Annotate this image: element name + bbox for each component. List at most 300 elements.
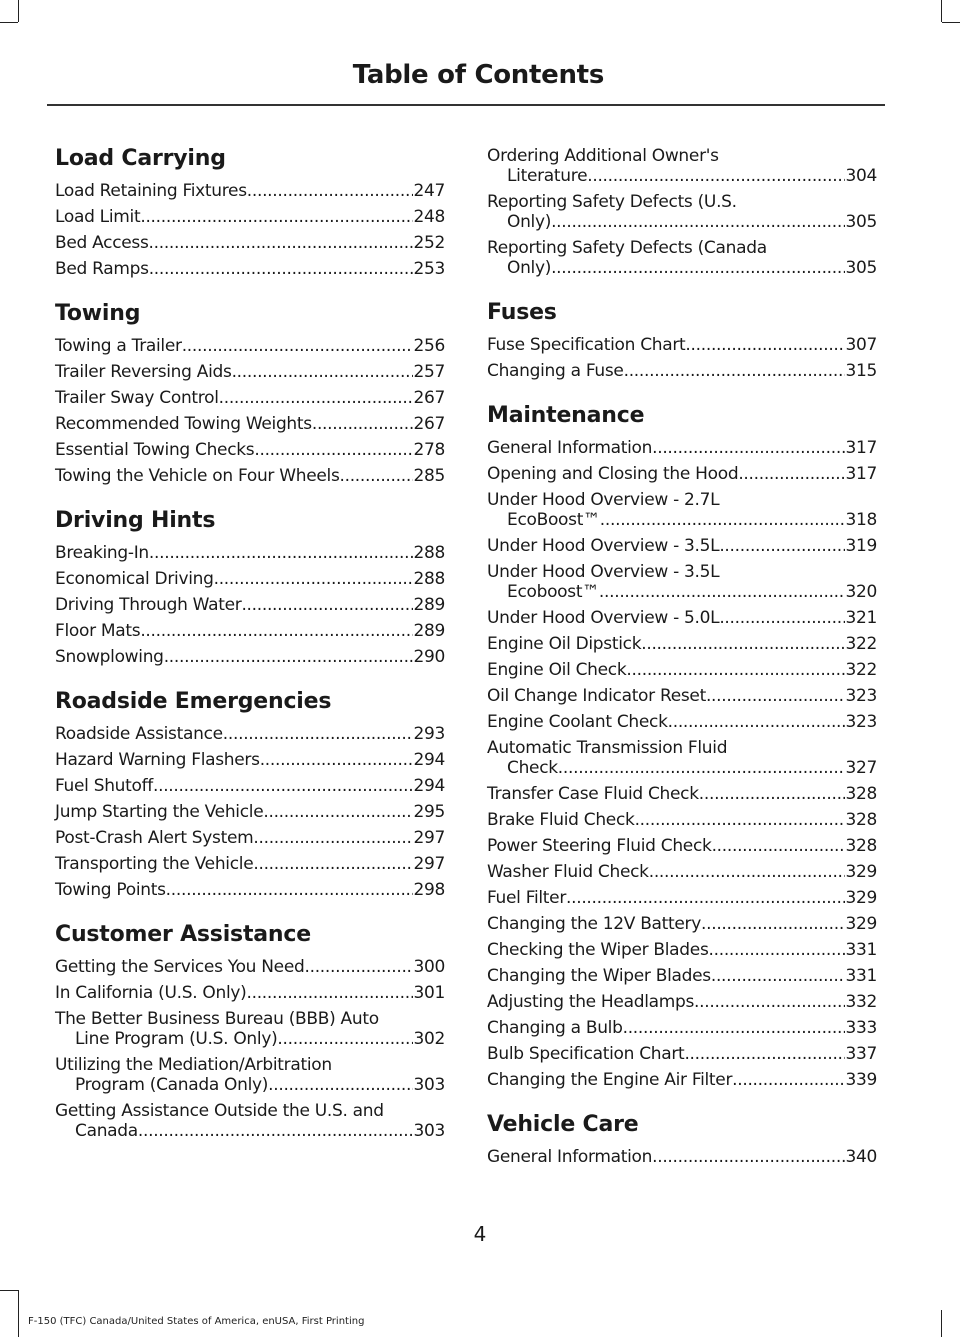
dot-leader xyxy=(304,957,413,977)
toc-entry-line xyxy=(55,388,413,408)
toc-entry[interactable] xyxy=(487,608,877,628)
toc-entry-text: Towing a Trailer xyxy=(55,336,182,356)
toc-entry[interactable] xyxy=(55,1009,445,1049)
toc-entry-text: Oil Change Indicator Reset xyxy=(487,686,706,706)
toc-entry[interactable] xyxy=(55,647,445,667)
toc-entry-title xyxy=(487,1070,845,1090)
toc-entry-page: 247 xyxy=(413,181,445,201)
toc-entry[interactable] xyxy=(55,233,445,253)
toc-entry-text-continued: Only) xyxy=(507,258,552,278)
toc-entry-page: 267 xyxy=(413,388,445,408)
dot-leader xyxy=(641,634,845,654)
toc-entry-line xyxy=(55,880,413,900)
dot-leader xyxy=(712,836,846,856)
toc-entry-line xyxy=(487,1018,845,1038)
toc-section xyxy=(55,508,445,667)
toc-entry-line xyxy=(487,361,845,381)
toc-entry-text: Reporting Safety Defects (Canada xyxy=(487,238,767,258)
toc-entry-page: 302 xyxy=(413,1029,445,1049)
toc-entry-line xyxy=(487,1147,845,1167)
toc-entry-text: Essential Towing Checks xyxy=(55,440,255,460)
toc-entry-text: Trailer Sway Control xyxy=(55,388,219,408)
toc-entry-text: Ordering Additional Owner's xyxy=(487,146,719,166)
toc-entry[interactable] xyxy=(487,361,877,381)
toc-entry-page: 319 xyxy=(845,536,877,556)
dot-leader xyxy=(140,207,413,227)
toc-section xyxy=(55,922,445,1141)
toc-entry-line xyxy=(487,686,845,706)
toc-entry[interactable] xyxy=(487,940,877,960)
toc-entry-page: 329 xyxy=(845,862,877,882)
toc-entry[interactable] xyxy=(487,784,877,804)
toc-entry-title xyxy=(487,490,845,530)
toc-entry-page: 300 xyxy=(413,957,445,977)
toc-entry-title xyxy=(487,562,845,602)
toc-entry-line xyxy=(487,992,845,1012)
dot-leader xyxy=(732,1070,845,1090)
toc-entry[interactable] xyxy=(487,238,877,278)
toc-entry-line xyxy=(55,776,413,796)
dot-leader xyxy=(246,983,413,1003)
toc-entry-title xyxy=(487,1018,845,1038)
dot-leader xyxy=(558,758,846,778)
toc-entry-text: Bed Ramps xyxy=(55,259,149,279)
toc-entry-continuation xyxy=(55,1075,413,1095)
crop-mark xyxy=(0,22,18,23)
toc-entry-continuation xyxy=(487,258,845,278)
toc-entry-text: Checking the Wiper Blades xyxy=(487,940,709,960)
toc-entry-title xyxy=(55,414,413,434)
toc-entry-text: Engine Oil Check xyxy=(487,660,627,680)
toc-entry-line xyxy=(55,336,413,356)
dot-leader xyxy=(138,1121,414,1141)
toc-entry-text: Washer Fluid Check xyxy=(487,862,649,882)
toc-entry-line xyxy=(487,634,845,654)
toc-entry-title xyxy=(55,776,413,796)
toc-entry-text: Changing a Bulb xyxy=(487,1018,623,1038)
toc-entry[interactable] xyxy=(55,440,445,460)
toc-entry-continuation xyxy=(487,582,845,602)
toc-entry-line xyxy=(55,621,413,641)
dot-leader xyxy=(149,543,414,563)
dot-leader xyxy=(551,212,845,232)
toc-entry-text: Load Retaining Fixtures xyxy=(55,181,247,201)
toc-entry-page: 267 xyxy=(413,414,445,434)
toc-entry[interactable] xyxy=(487,192,877,232)
toc-entry-continuation xyxy=(487,166,845,186)
toc-entry-line xyxy=(55,854,413,874)
dot-leader xyxy=(719,536,845,556)
toc-entry-title xyxy=(487,634,845,654)
dot-leader xyxy=(232,362,414,382)
toc-entry-text: Transfer Case Fluid Check xyxy=(487,784,699,804)
dot-leader xyxy=(254,440,413,460)
toc-entry-title xyxy=(487,686,845,706)
toc-entry-title xyxy=(55,543,413,563)
toc-entry-title xyxy=(55,233,413,253)
toc-entry-line xyxy=(487,608,845,628)
section-title: Maintenance xyxy=(487,403,645,428)
toc-entry-text: Changing the Wiper Blades xyxy=(487,966,711,986)
section-title: Customer Assistance xyxy=(55,922,311,947)
toc-entry-page: 320 xyxy=(845,582,877,602)
toc-entry-title xyxy=(487,361,845,381)
toc-entry-continuation xyxy=(487,510,845,530)
toc-entry-page: 248 xyxy=(413,207,445,227)
toc-entry-page: 323 xyxy=(845,712,877,732)
toc-column-right xyxy=(487,146,877,1173)
toc-entry-title xyxy=(487,784,845,804)
toc-entry-text: Bed Access xyxy=(55,233,149,253)
toc-entry[interactable] xyxy=(487,992,877,1012)
toc-entry-continuation xyxy=(55,1029,413,1049)
dot-leader xyxy=(263,802,413,822)
toc-entry-text: Under Hood Overview - 3.5L xyxy=(487,536,720,556)
toc-entry-text-continued: Canada xyxy=(75,1121,138,1141)
toc-entry-title xyxy=(55,802,413,822)
toc-entry-line xyxy=(55,207,413,227)
toc-entry-page: 305 xyxy=(845,212,877,232)
toc-entry-line xyxy=(55,543,413,563)
dot-leader xyxy=(719,608,845,628)
toc-entry-title xyxy=(487,1147,845,1167)
toc-entry-title xyxy=(487,238,845,278)
toc-section xyxy=(487,1112,877,1167)
toc-entry-title xyxy=(487,608,845,628)
toc-entry-text-continued: Line Program (U.S. Only) xyxy=(75,1029,278,1049)
toc-entry-page: 339 xyxy=(845,1070,877,1090)
toc-entry-page: 288 xyxy=(413,543,445,563)
toc-entry[interactable] xyxy=(487,966,877,986)
toc-entry-line xyxy=(487,660,845,680)
toc-entry-line xyxy=(55,957,413,977)
toc-entry-title xyxy=(487,660,845,680)
dot-leader xyxy=(699,784,846,804)
toc-entry-title xyxy=(55,466,413,486)
toc-entry[interactable] xyxy=(55,828,445,848)
toc-entry-line xyxy=(55,233,413,253)
toc-entry-page: 290 xyxy=(413,647,445,667)
dot-leader xyxy=(694,992,845,1012)
toc-entry[interactable] xyxy=(55,776,445,796)
toc-entry-text: Under Hood Overview - 2.7L xyxy=(487,490,720,510)
dot-leader xyxy=(253,854,413,874)
dot-leader xyxy=(652,438,845,458)
toc-entry-page: 289 xyxy=(413,595,445,615)
toc-entry[interactable] xyxy=(55,983,445,1003)
toc-entry-page: 317 xyxy=(845,464,877,484)
toc-entry[interactable] xyxy=(55,854,445,874)
toc-entry-page: 303 xyxy=(413,1075,445,1095)
toc-entry-line xyxy=(55,828,413,848)
dot-leader xyxy=(599,582,846,602)
toc-entry[interactable] xyxy=(55,414,445,434)
toc-entry-title xyxy=(55,621,413,641)
toc-entry-text: Fuel Shutoff xyxy=(55,776,153,796)
toc-entry-page: 257 xyxy=(413,362,445,382)
toc-section xyxy=(487,300,877,381)
dot-leader xyxy=(166,880,414,900)
toc-entry-text: Fuse Specification Chart xyxy=(487,335,686,355)
crop-mark xyxy=(18,1290,19,1337)
toc-entry-text: Floor Mats xyxy=(55,621,141,641)
toc-entry-page: 331 xyxy=(845,966,877,986)
toc-entry[interactable] xyxy=(55,569,445,589)
toc-entry-line xyxy=(487,836,845,856)
toc-entry[interactable] xyxy=(55,802,445,822)
toc-entry-text: Changing a Fuse xyxy=(487,361,624,381)
toc-entry-page: 285 xyxy=(413,466,445,486)
toc-entry-page: 323 xyxy=(845,686,877,706)
toc-entry-text: The Better Business Bureau (BBB) Auto xyxy=(55,1009,379,1029)
toc-entry-title xyxy=(487,966,845,986)
toc-entry[interactable] xyxy=(55,621,445,641)
toc-entry-line xyxy=(55,362,413,382)
toc-entry-page: 303 xyxy=(413,1121,445,1141)
toc-entry[interactable] xyxy=(487,464,877,484)
toc-entry-page: 315 xyxy=(845,361,877,381)
dot-leader xyxy=(277,1029,413,1049)
toc-entry[interactable] xyxy=(55,750,445,770)
toc-entry-page: 289 xyxy=(413,621,445,641)
toc-entry-text-continued: Program (Canada Only) xyxy=(75,1075,269,1095)
dot-leader xyxy=(587,166,845,186)
toc-entry-page: 304 xyxy=(845,166,877,186)
toc-entry-page: 297 xyxy=(413,854,445,874)
toc-entry-line xyxy=(487,712,845,732)
toc-entry-title xyxy=(487,712,845,732)
section-title: Roadside Emergencies xyxy=(55,689,332,714)
toc-entry[interactable] xyxy=(487,562,877,602)
toc-entry-page: 322 xyxy=(845,660,877,680)
toc-entry-title xyxy=(487,940,845,960)
toc-entry-title xyxy=(487,1044,845,1064)
dot-leader xyxy=(624,361,846,381)
toc-entry-line xyxy=(55,802,413,822)
toc-entry[interactable] xyxy=(55,595,445,615)
toc-entry-page: 295 xyxy=(413,802,445,822)
toc-entry[interactable] xyxy=(487,712,877,732)
dot-leader xyxy=(566,888,845,908)
toc-entry-text: General Information xyxy=(487,1147,653,1167)
toc-entry[interactable] xyxy=(487,1147,877,1167)
toc-entry-line xyxy=(55,750,413,770)
toc-entry-line xyxy=(487,1070,845,1090)
toc-entry-line xyxy=(55,724,413,744)
toc-entry-title xyxy=(487,836,845,856)
toc-entry[interactable] xyxy=(55,207,445,227)
dot-leader xyxy=(706,686,846,706)
toc-entry[interactable] xyxy=(487,490,877,530)
toc-entry[interactable] xyxy=(487,634,877,654)
toc-entry-title xyxy=(487,992,845,1012)
toc-section xyxy=(55,146,445,279)
toc-entry-text-continued: Ecoboost™ xyxy=(507,582,599,602)
toc-entry[interactable] xyxy=(55,181,445,201)
toc-entry[interactable] xyxy=(487,438,877,458)
toc-entry-text: Opening and Closing the Hood xyxy=(487,464,739,484)
toc-entry[interactable] xyxy=(55,388,445,408)
dot-leader xyxy=(149,259,414,279)
toc-entry-text: Jump Starting the Vehicle xyxy=(55,802,264,822)
toc-entry[interactable] xyxy=(55,1101,445,1141)
toc-entry-title xyxy=(487,536,845,556)
dot-leader xyxy=(340,466,414,486)
toc-entry-text: Brake Fluid Check xyxy=(487,810,635,830)
toc-entry-text: Trailer Reversing Aids xyxy=(55,362,232,382)
toc-entry-title xyxy=(487,146,845,186)
dot-leader xyxy=(312,414,414,434)
toc-entry-page: 294 xyxy=(413,750,445,770)
toc-entry-page: 256 xyxy=(413,336,445,356)
toc-column-left xyxy=(55,146,445,1147)
toc-entry-page: 297 xyxy=(413,828,445,848)
toc-entry[interactable] xyxy=(55,1055,445,1095)
toc-entry[interactable] xyxy=(487,1018,877,1038)
toc-entry-text: Snowplowing xyxy=(55,647,164,667)
dot-leader xyxy=(738,464,845,484)
dot-leader xyxy=(219,388,414,408)
toc-entry-title xyxy=(55,724,413,744)
toc-entry[interactable] xyxy=(55,259,445,279)
toc-entry-page: 321 xyxy=(845,608,877,628)
dot-leader xyxy=(214,569,414,589)
toc-entry-title xyxy=(55,1009,413,1049)
toc-entry-text-continued: Check xyxy=(507,758,558,778)
toc-entry-text: Breaking-In xyxy=(55,543,149,563)
section-title: Vehicle Care xyxy=(487,1112,639,1137)
toc-entry-page: 333 xyxy=(845,1018,877,1038)
toc-entry[interactable] xyxy=(487,686,877,706)
toc-section xyxy=(487,403,877,1090)
toc-entry-title xyxy=(487,438,845,458)
toc-entry[interactable] xyxy=(55,336,445,356)
toc-entry-text: Post-Crash Alert System xyxy=(55,828,254,848)
page-number: 4 xyxy=(473,1222,487,1246)
toc-entry-title xyxy=(487,335,845,355)
dot-leader xyxy=(701,914,845,934)
toc-entry-text: Engine Coolant Check xyxy=(487,712,668,732)
toc-entry-text: Driving Through Water xyxy=(55,595,242,615)
toc-entry-title xyxy=(55,647,413,667)
toc-entry-page: 307 xyxy=(845,335,877,355)
dot-leader xyxy=(253,828,413,848)
toc-entry[interactable] xyxy=(487,660,877,680)
toc-entry-page: 293 xyxy=(413,724,445,744)
toc-entry-line xyxy=(55,647,413,667)
toc-entry[interactable] xyxy=(55,957,445,977)
toc-entry[interactable] xyxy=(487,738,877,778)
toc-entry-page: 298 xyxy=(413,880,445,900)
toc-entry-continuation xyxy=(487,758,845,778)
toc-entry-line xyxy=(55,440,413,460)
toc-entry[interactable] xyxy=(487,1070,877,1090)
toc-entry-text: Changing the Engine Air Filter xyxy=(487,1070,733,1090)
toc-section xyxy=(487,146,877,278)
toc-entry-title xyxy=(487,888,845,908)
toc-entry[interactable] xyxy=(55,362,445,382)
dot-leader xyxy=(268,1075,413,1095)
toc-entry-text-continued: Literature xyxy=(507,166,588,186)
section-title: Load Carrying xyxy=(55,146,226,171)
toc-entry[interactable] xyxy=(55,466,445,486)
toc-entry-text: Automatic Transmission Fluid xyxy=(487,738,728,758)
toc-entry-line xyxy=(55,259,413,279)
dot-leader xyxy=(652,1147,845,1167)
toc-entry-title xyxy=(55,1055,413,1095)
toc-entry-title xyxy=(55,440,413,460)
toc-entry-title xyxy=(55,957,413,977)
toc-entry-title xyxy=(55,569,413,589)
toc-entry-text: Changing the 12V Battery xyxy=(487,914,702,934)
toc-entry[interactable] xyxy=(487,1044,877,1064)
toc-entry-page: 288 xyxy=(413,569,445,589)
toc-entry[interactable] xyxy=(487,914,877,934)
toc-entry-text: Power Steering Fluid Check xyxy=(487,836,712,856)
dot-leader xyxy=(709,940,846,960)
toc-entry-text: Engine Oil Dipstick xyxy=(487,634,642,654)
toc-entry-line xyxy=(487,862,845,882)
toc-entry-text: Roadside Assistance xyxy=(55,724,223,744)
toc-entry-line xyxy=(487,784,845,804)
toc-entry[interactable] xyxy=(487,146,877,186)
toc-entry-title xyxy=(487,464,845,484)
toc-entry-line xyxy=(487,914,845,934)
toc-entry-line xyxy=(487,940,845,960)
toc-entry[interactable] xyxy=(487,335,877,355)
toc-entry-title xyxy=(487,862,845,882)
toc-entry-line xyxy=(487,438,845,458)
toc-entry-text: Bulb Specification Chart xyxy=(487,1044,685,1064)
toc-entry[interactable] xyxy=(487,862,877,882)
toc-entry[interactable] xyxy=(55,880,445,900)
toc-entry-text-continued: Only) xyxy=(507,212,552,232)
page-title: Table of Contents xyxy=(352,60,604,90)
toc-section xyxy=(55,301,445,486)
dot-leader xyxy=(247,181,414,201)
toc-entry-page: 328 xyxy=(845,810,877,830)
toc-entry-text: Recommended Towing Weights xyxy=(55,414,312,434)
toc-entry[interactable] xyxy=(55,724,445,744)
toc-entry-text: Getting Assistance Outside the U.S. and xyxy=(55,1101,384,1121)
toc-entry[interactable] xyxy=(55,543,445,563)
toc-entry-title xyxy=(55,880,413,900)
toc-entry-title xyxy=(55,336,413,356)
crop-mark xyxy=(941,0,942,22)
toc-entry-title xyxy=(487,192,845,232)
toc-entry-text: Economical Driving xyxy=(55,569,214,589)
toc-entry-page: 318 xyxy=(845,510,877,530)
dot-leader xyxy=(551,258,845,278)
toc-entry[interactable] xyxy=(487,888,877,908)
toc-entry-text: Transporting the Vehicle xyxy=(55,854,254,874)
toc-entry[interactable] xyxy=(487,810,877,830)
toc-entry[interactable] xyxy=(487,536,877,556)
toc-entry-title xyxy=(55,259,413,279)
toc-entry[interactable] xyxy=(487,836,877,856)
dot-leader xyxy=(600,510,846,530)
toc-entry-text-continued: EcoBoost™ xyxy=(507,510,600,530)
footer-text: F-150 (TFC) Canada/United States of America, enUSA, First Printing xyxy=(28,1316,365,1327)
toc-entry-text: Under Hood Overview - 3.5L xyxy=(487,562,720,582)
toc-entry-text: In California (U.S. Only) xyxy=(55,983,247,1003)
dot-leader xyxy=(241,595,413,615)
toc-entry-title xyxy=(55,750,413,770)
toc-entry-line xyxy=(55,181,413,201)
crop-mark xyxy=(0,1290,18,1291)
dot-leader xyxy=(711,966,846,986)
dot-leader xyxy=(684,1044,845,1064)
